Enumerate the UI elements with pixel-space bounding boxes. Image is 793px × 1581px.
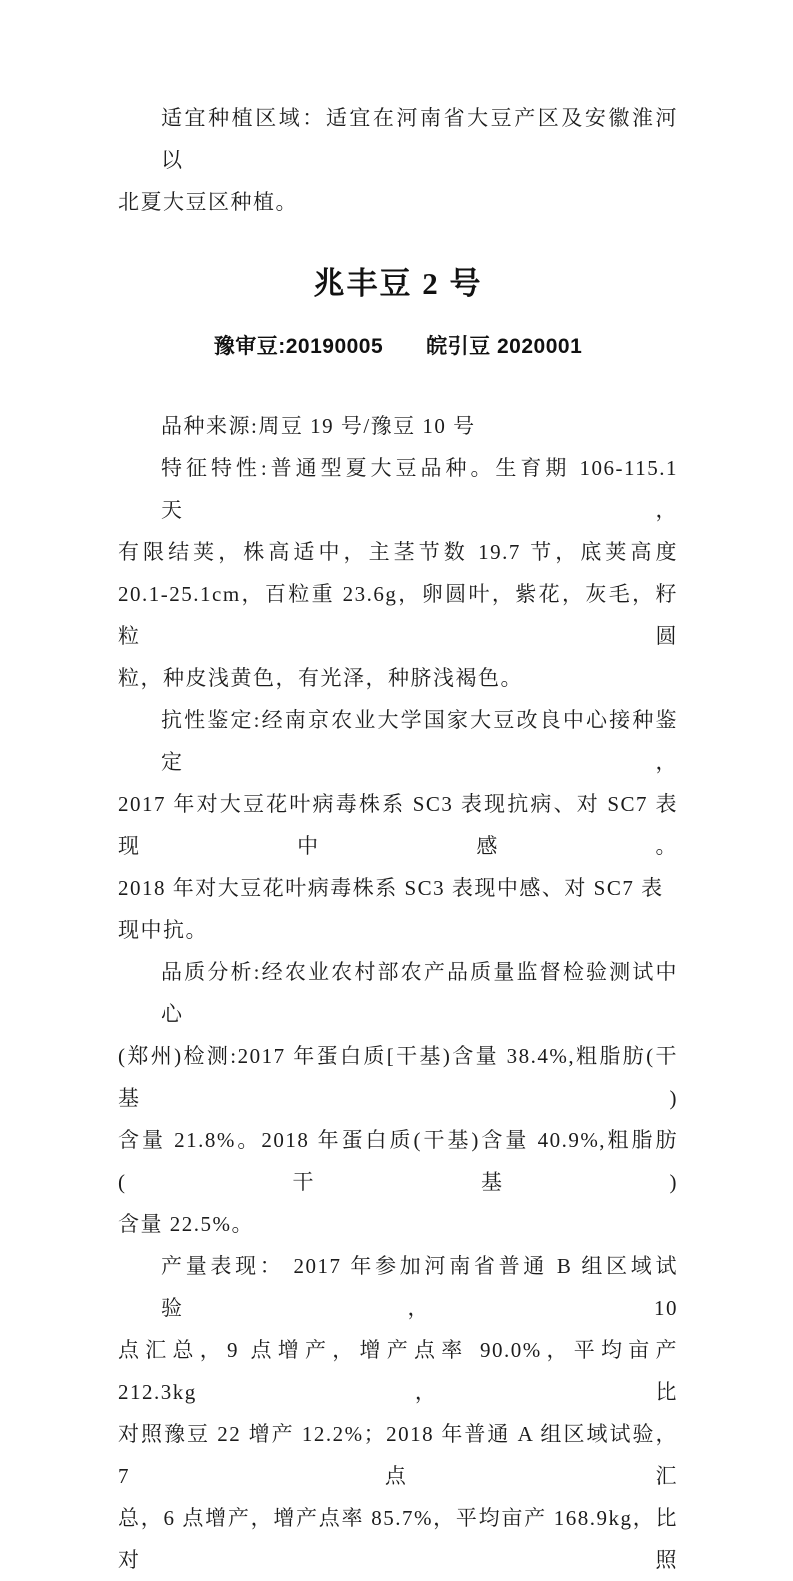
text-line: 适宜种植区域：适宜在河南省大豆产区及安徽淮河以 [161,106,678,172]
text-line: 含量 22.5%。 [118,1212,254,1236]
text-line: 含量 21.8%。2018 年蛋白质(干基)含量 40.9%,粗脂肪(干基) [118,1128,678,1194]
text-line: 2017 年对大豆花叶病毒株系 SC3 表现抗病、对 SC7 表现中感。 [118,792,678,858]
text-line: (郑州)检测:2017 年蛋白质[干基)含量 38.4%,粗脂肪(干基) [118,1044,678,1110]
registration-numbers: 豫审豆:20190005 皖引豆 2020001 [213,335,583,358]
text-line: 北夏大豆区种植。 [118,190,298,214]
text-line: 特征特性:普通型夏大豆品种。生育期 106-115.1 天， [161,456,678,522]
text-line: 2018 年对大豆花叶病毒株系 SC3 表现中感、对 SC7 表现中抗。 [118,876,664,942]
text-line: 总，6 点增产，增产点率 85.7%，平均亩产 168.9kg，比对照 [118,1506,678,1572]
text-line: 对照豫豆 22 增产 12.2%；2018 年普通 A 组区域试验，7 点汇 [118,1422,678,1488]
text-line: 抗性鉴定:经南京农业大学国家大豆改良中心接种鉴定， [161,708,678,774]
text-line: 品种来源:周豆 19 号/豫豆 10 号 [161,414,476,438]
page-title: 兆丰豆 2 号 [313,266,483,301]
text-line: 有限结荚，株高适中，主茎节数 19.7 节，底荚高度 [118,540,678,564]
text-line: 点汇总，9 点增产，增产点率 90.0%，平均亩产 212.3kg，比 [118,1338,678,1404]
text-line: 20.1-25.1cm，百粒重 23.6g，卵圆叶，紫花，灰毛，籽粒圆 [118,582,678,648]
text-line: 品质分析:经农业农村部农产品质量监督检验测试中心 [161,960,678,1026]
text-line: 粒，种皮浅黄色，有光泽，种脐浅褐色。 [118,666,523,690]
text-line: 产量表现： 2017 年参加河南省普通 B 组区域试验，10 [161,1254,678,1320]
